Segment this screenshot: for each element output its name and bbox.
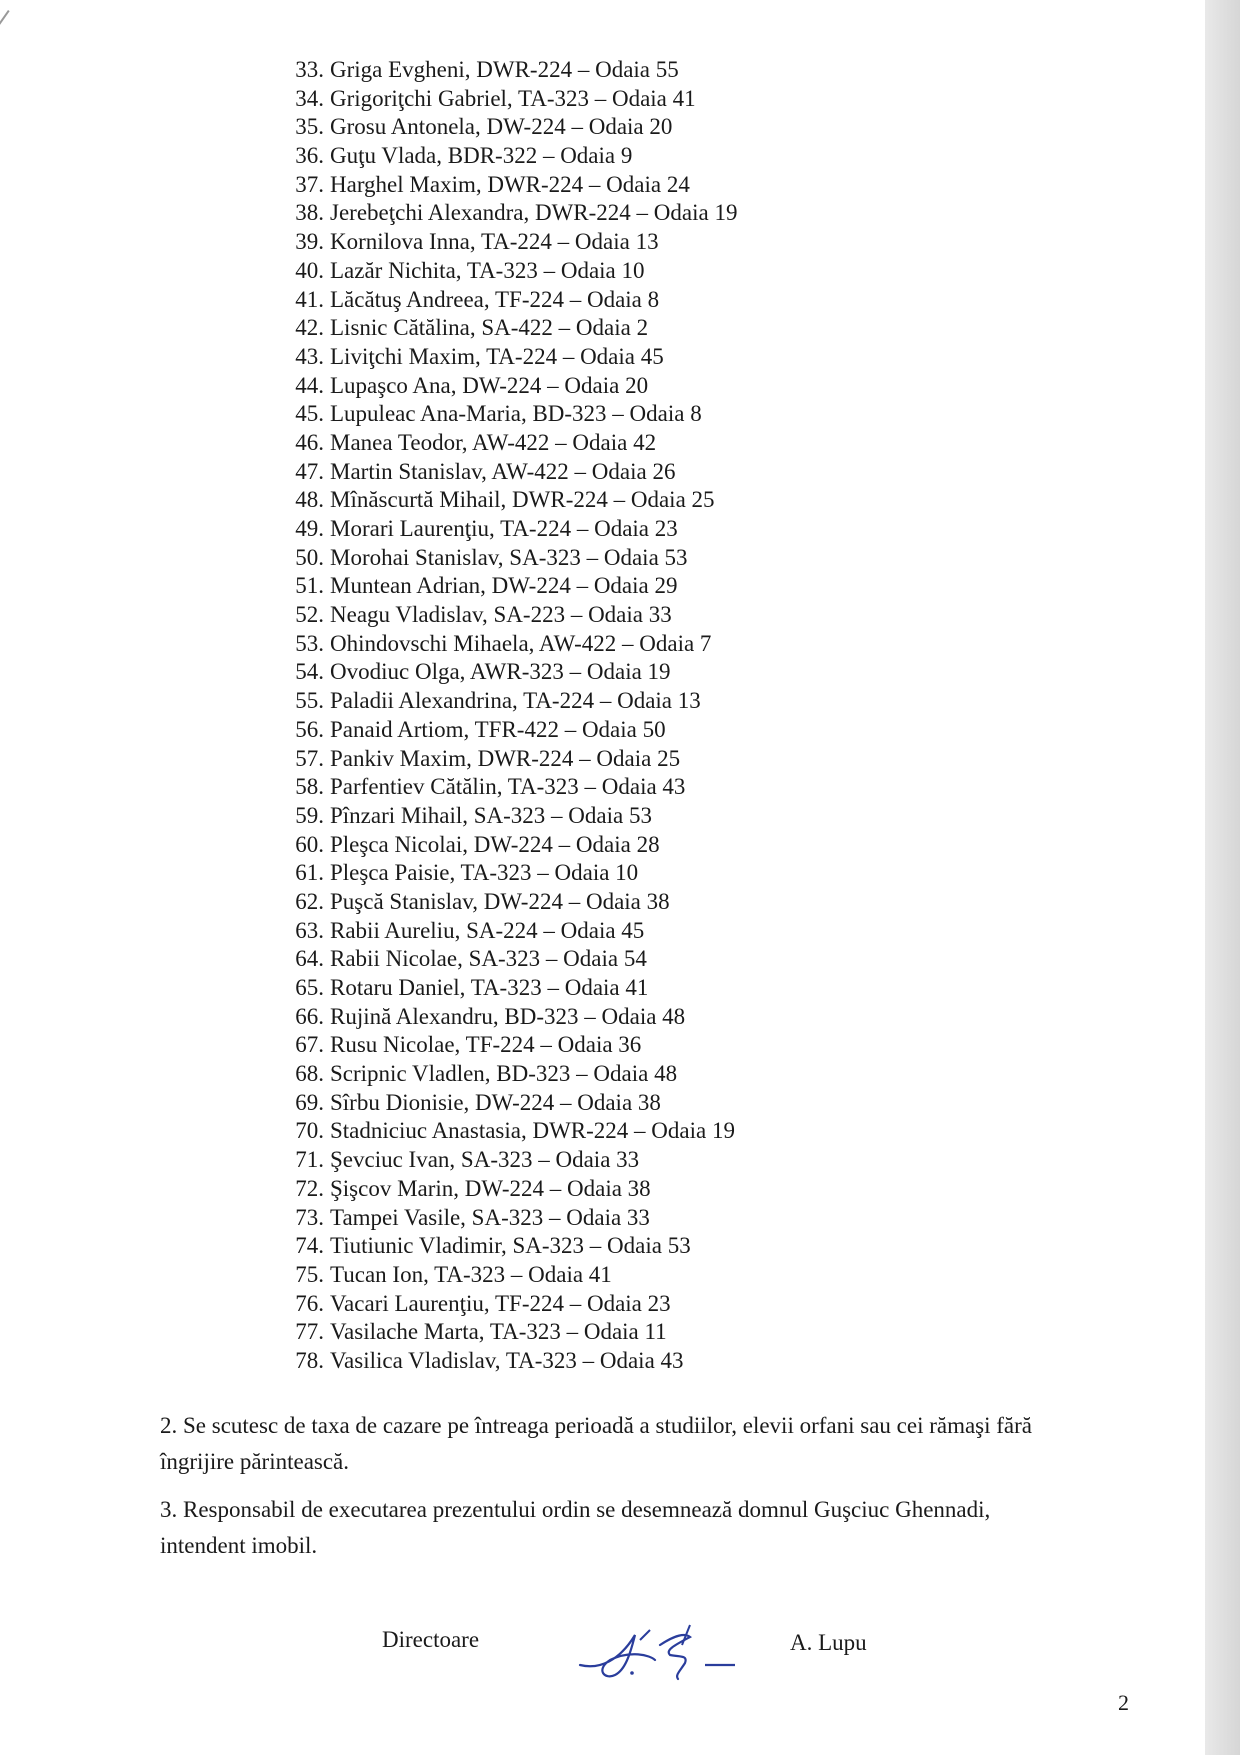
list-item bbox=[286, 1232, 737, 1261]
list-item bbox=[286, 314, 737, 343]
list-item bbox=[286, 142, 737, 171]
list-item bbox=[286, 286, 737, 315]
list-item-text: Grigoriţchi Gabriel, TA-323 – Odaia 41 bbox=[330, 85, 696, 111]
list-item-number: 44. bbox=[295, 372, 324, 398]
list-item-text: Rujină Alexandru, BD-323 – Odaia 48 bbox=[330, 1003, 686, 1029]
page-number: 2 bbox=[1118, 1690, 1129, 1715]
list-item-text: Vacari Laurenţiu, TF-224 – Odaia 23 bbox=[330, 1290, 671, 1316]
list-item-text: Lupaşco Ana, DW-224 – Odaia 20 bbox=[330, 372, 649, 398]
list-item-number: 53. bbox=[295, 630, 324, 656]
list-item-number: 72. bbox=[295, 1175, 324, 1201]
list-item-text: Şişcov Marin, DW-224 – Odaia 38 bbox=[330, 1175, 651, 1201]
list-item-number: 74. bbox=[295, 1233, 324, 1259]
scan-corner-mark bbox=[0, 10, 10, 68]
list-item-number: 76. bbox=[295, 1290, 324, 1316]
list-item-number: 70. bbox=[295, 1118, 324, 1144]
handwritten-signature bbox=[560, 1615, 760, 1685]
list-item bbox=[286, 343, 737, 372]
list-item-number: 47. bbox=[295, 458, 324, 484]
list-item-number: 75. bbox=[295, 1261, 324, 1287]
list-item-number: 35. bbox=[295, 114, 324, 140]
list-item-text: Pînzari Mihail, SA-323 – Odaia 53 bbox=[330, 802, 652, 828]
list-item bbox=[286, 1146, 737, 1175]
list-item-number: 49. bbox=[295, 516, 324, 541]
list-item bbox=[286, 113, 737, 142]
list-item-number: 61. bbox=[295, 860, 324, 886]
list-item-text: Martin Stanislav, AW-422 – Odaia 26 bbox=[330, 458, 676, 484]
list-item-text: Muntean Adrian, DW-224 – Odaia 29 bbox=[330, 573, 678, 599]
list-item-number: 77. bbox=[295, 1319, 324, 1345]
list-item-text: Jerebeţchi Alexandra, DWR-224 – Odaia 19 bbox=[330, 200, 738, 226]
list-item bbox=[286, 1347, 737, 1376]
list-item bbox=[286, 1089, 737, 1118]
list-item-number: 51. bbox=[295, 573, 324, 599]
list-item bbox=[286, 1261, 737, 1290]
list-item-text: Griga Evgheni, DWR-224 – Odaia 55 bbox=[330, 57, 679, 82]
list-item-number: 50. bbox=[295, 544, 324, 570]
list-item-text: Lisnic Cătălina, SA-422 – Odaia 2 bbox=[330, 315, 649, 341]
list-item bbox=[286, 1204, 737, 1233]
paragraph-2: 2. Se scutesc de taxa de cazare pe întreaga perioadă a studiilor, elevii orfani sau cei rămaşi fără îngrijire părintească. bbox=[160, 1413, 1033, 1474]
list-item-text: Scripnic Vladlen, BD-323 – Odaia 48 bbox=[330, 1061, 678, 1087]
list-item-text: Şevciuc Ivan, SA-323 – Odaia 33 bbox=[330, 1147, 640, 1173]
room-assignment-list bbox=[286, 56, 737, 1376]
list-item-text: Panaid Artiom, TFR-422 – Odaia 50 bbox=[330, 716, 666, 742]
list-item-number: 42. bbox=[295, 315, 324, 341]
list-item bbox=[286, 601, 737, 630]
list-item-text: Rabii Nicolae, SA-323 – Odaia 54 bbox=[330, 946, 647, 972]
list-item-text: Rusu Nicolae, TF-224 – Odaia 36 bbox=[330, 1032, 642, 1058]
list-item-text: Vasilache Marta, TA-323 – Odaia 11 bbox=[330, 1319, 667, 1345]
list-item bbox=[286, 56, 737, 85]
list-item-number: 69. bbox=[295, 1089, 324, 1115]
list-item-text: Neagu Vladislav, SA-223 – Odaia 33 bbox=[330, 602, 672, 628]
list-item bbox=[286, 1117, 737, 1146]
scan-edge-shadow bbox=[1205, 0, 1240, 1755]
list-item bbox=[286, 1060, 737, 1089]
list-item-number: 48. bbox=[295, 487, 324, 513]
list-item bbox=[286, 773, 737, 802]
list-item-text: Guţu Vlada, BDR-322 – Odaia 9 bbox=[330, 143, 633, 169]
list-item bbox=[286, 1318, 737, 1347]
list-item-text: Ovodiuc Olga, AWR-323 – Odaia 19 bbox=[330, 659, 671, 685]
list-item bbox=[286, 1290, 737, 1319]
list-item bbox=[286, 716, 737, 745]
list-item bbox=[286, 974, 737, 1003]
list-item bbox=[286, 745, 737, 774]
list-item-number: 41. bbox=[295, 286, 324, 312]
list-item-text: Pleşca Paisie, TA-323 – Odaia 10 bbox=[330, 860, 639, 886]
list-item-text: Sîrbu Dionisie, DW-224 – Odaia 38 bbox=[330, 1089, 661, 1115]
list-item bbox=[286, 802, 737, 831]
list-item bbox=[286, 658, 737, 687]
list-item bbox=[286, 544, 737, 573]
list-item-number: 46. bbox=[295, 429, 324, 455]
list-item bbox=[286, 888, 737, 917]
list-item-number: 37. bbox=[295, 171, 324, 197]
list-item bbox=[286, 228, 737, 257]
list-item bbox=[286, 572, 737, 601]
list-item-number: 43. bbox=[295, 343, 324, 369]
list-item bbox=[286, 831, 737, 860]
list-item bbox=[286, 486, 737, 515]
list-item bbox=[286, 917, 737, 946]
list-item-text: Lăcătuş Andreea, TF-224 – Odaia 8 bbox=[330, 286, 660, 312]
signatory-role: Directoare bbox=[382, 1627, 480, 1652]
list-item-number: 57. bbox=[295, 745, 324, 771]
list-item-number: 62. bbox=[295, 888, 324, 914]
list-item-text: Paladii Alexandrina, TA-224 – Odaia 13 bbox=[330, 688, 701, 714]
list-item-text: Harghel Maxim, DWR-224 – Odaia 24 bbox=[330, 171, 690, 197]
list-item-text: Morohai Stanislav, SA-323 – Odaia 53 bbox=[330, 544, 688, 570]
list-item bbox=[286, 372, 737, 401]
list-item bbox=[286, 458, 737, 487]
list-item-text: Tiutiunic Vladimir, SA-323 – Odaia 53 bbox=[330, 1233, 691, 1259]
list-item-text: Liviţchi Maxim, TA-224 – Odaia 45 bbox=[330, 343, 664, 369]
list-item-text: Grosu Antonela, DW-224 – Odaia 20 bbox=[330, 114, 673, 140]
list-item-number: 64. bbox=[295, 946, 324, 972]
list-item-number: 78. bbox=[295, 1347, 324, 1373]
list-item-number: 59. bbox=[295, 802, 324, 828]
list-item bbox=[286, 515, 737, 544]
list-item-number: 45. bbox=[295, 401, 324, 427]
list-item bbox=[286, 257, 737, 286]
list-item-number: 34. bbox=[295, 85, 324, 111]
list-item-number: 71. bbox=[295, 1147, 324, 1173]
list-item bbox=[286, 1175, 737, 1204]
list-item-number: 63. bbox=[295, 917, 324, 943]
signature-block bbox=[0, 1615, 1205, 1695]
list-item-text: Parfentiev Cătălin, TA-323 – Odaia 43 bbox=[330, 774, 686, 800]
list-item-text: Ohindovschi Mihaela, AW-422 – Odaia 7 bbox=[330, 630, 712, 656]
list-item-text: Rabii Aureliu, SA-224 – Odaia 45 bbox=[330, 917, 645, 943]
list-item-text: Puşcă Stanislav, DW-224 – Odaia 38 bbox=[330, 888, 670, 914]
list-item-number: 39. bbox=[295, 229, 324, 255]
list-item-number: 54. bbox=[295, 659, 324, 685]
list-item-number: 36. bbox=[295, 143, 324, 169]
list-item bbox=[286, 400, 737, 429]
list-item bbox=[286, 85, 737, 114]
list-item bbox=[286, 1031, 737, 1060]
list-item-text: Lupuleac Ana-Maria, BD-323 – Odaia 8 bbox=[330, 401, 702, 427]
list-item-text: Vasilica Vladislav, TA-323 – Odaia 43 bbox=[330, 1347, 684, 1373]
list-item-text: Lazăr Nichita, TA-323 – Odaia 10 bbox=[330, 257, 645, 283]
list-item-text: Mînăscurtă Mihail, DWR-224 – Odaia 25 bbox=[330, 487, 715, 513]
list-item-number: 40. bbox=[295, 257, 324, 283]
list-item bbox=[286, 945, 737, 974]
signatory-name: A. Lupu bbox=[790, 1630, 867, 1655]
list-item bbox=[286, 199, 737, 228]
list-item bbox=[286, 171, 737, 200]
list-item-text: Tampei Vasile, SA-323 – Odaia 33 bbox=[330, 1204, 650, 1230]
list-item bbox=[286, 859, 737, 888]
list-item-number: 56. bbox=[295, 716, 324, 742]
list-item-number: 60. bbox=[295, 831, 324, 857]
list-item bbox=[286, 1003, 737, 1032]
list-item-text: Pleşca Nicolai, DW-224 – Odaia 28 bbox=[330, 831, 660, 857]
list-item-text: Pankiv Maxim, DWR-224 – Odaia 25 bbox=[330, 745, 681, 771]
list-item-text: Rotaru Daniel, TA-323 – Odaia 41 bbox=[330, 975, 649, 1000]
list-item-number: 67. bbox=[295, 1032, 324, 1058]
list-item-text: Morari Laurenţiu, TA-224 – Odaia 23 bbox=[330, 516, 678, 541]
list-item-number: 65. bbox=[295, 975, 324, 1000]
list-item-number: 52. bbox=[295, 602, 324, 628]
list-item-number: 55. bbox=[295, 688, 324, 714]
list-item-text: Kornilova Inna, TA-224 – Odaia 13 bbox=[330, 229, 659, 255]
list-item-number: 58. bbox=[295, 774, 324, 800]
list-item-text: Stadniciuc Anastasia, DWR-224 – Odaia 19 bbox=[330, 1118, 735, 1144]
list-item-number: 66. bbox=[295, 1003, 324, 1029]
list-item bbox=[286, 429, 737, 458]
list-item bbox=[286, 630, 737, 659]
list-item-number: 33. bbox=[295, 57, 324, 82]
list-item-number: 38. bbox=[295, 200, 324, 226]
paragraph-3: 3. Responsabil de executarea prezentului ordin se desemnează domnul Guşciuc Ghennadi, intendent imobil. bbox=[160, 1497, 991, 1558]
list-item-text: Tucan Ion, TA-323 – Odaia 41 bbox=[330, 1261, 612, 1287]
list-item-number: 68. bbox=[295, 1061, 324, 1087]
list-item bbox=[286, 687, 737, 716]
list-item-number: 73. bbox=[295, 1204, 324, 1230]
list-item-text: Manea Teodor, AW-422 – Odaia 42 bbox=[330, 429, 657, 455]
